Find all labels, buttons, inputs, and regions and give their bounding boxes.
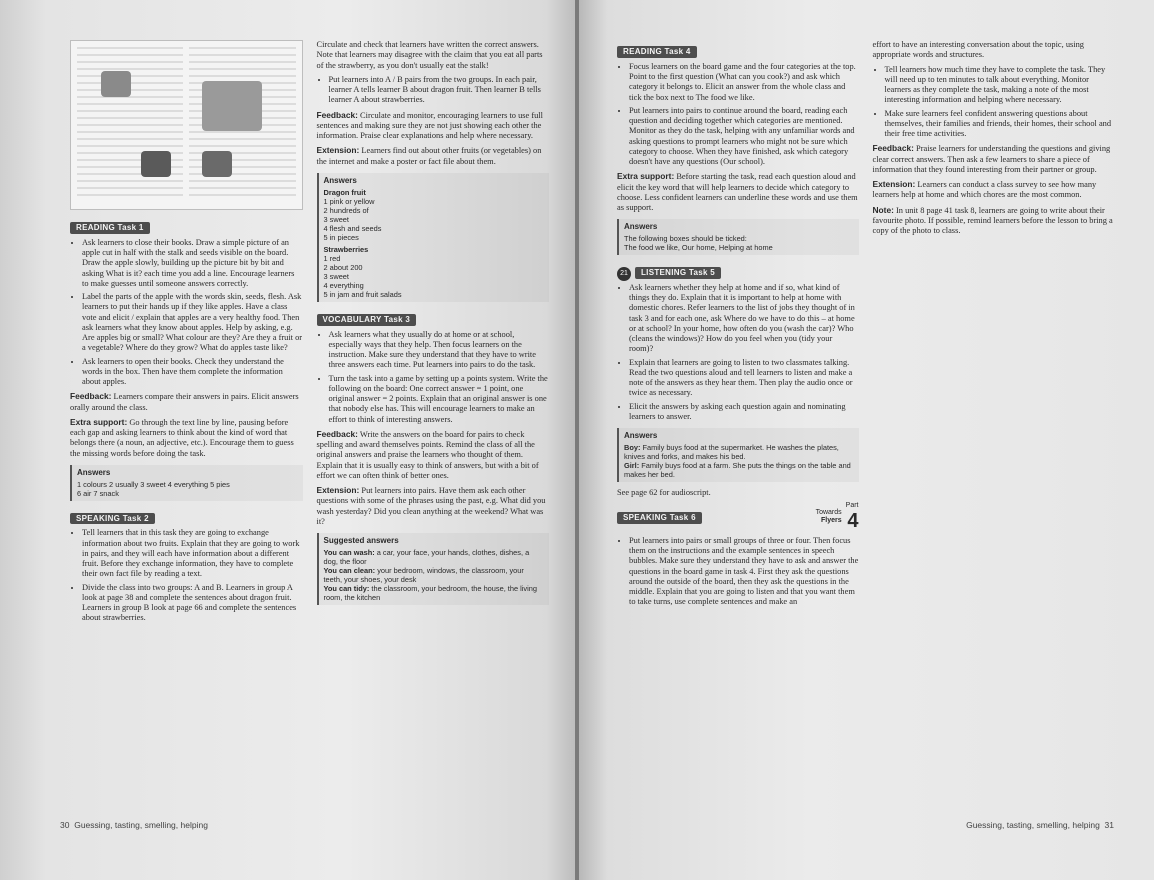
answers-title: Answers (77, 467, 111, 477)
answers-box-task-5 (617, 428, 859, 482)
feedback-paragraph (317, 110, 550, 142)
answer-item: 4 everything (323, 280, 364, 290)
tidy-label: You can tidy: (323, 584, 370, 593)
feedback-paragraph (70, 391, 303, 413)
reading-task-1-tag: READING Task 1 (70, 222, 150, 234)
vocabulary-task-3-tag: VOCABULARY Task 3 (317, 314, 417, 326)
list-item: • Put learners into A / B pairs from the two groups. In each pair, learner A tells learner B about dragon fruit. Then learner B tells learner A about strawberries. (329, 75, 550, 106)
feedback-paragraph (317, 429, 550, 481)
list-item: • Ask learners to close their books. Draw a simple picture of an apple cut in half with the stalk and seeds visible on the board. Draw the apple slowly, building up the picture bit by bit and asking What is it? each time you add a line. Encourage learners to make guesses until someone answers correctly. (82, 238, 303, 289)
extension-text: Learners can conduct a class survey to see how many learners help at home and which chores are the most common. (872, 180, 1097, 200)
flyers-text: Flyers (821, 517, 842, 525)
right-page (579, 0, 1154, 880)
answer-item: 3 sweet (323, 214, 349, 224)
list-item: • Put learners into pairs or small groups of three or four. Then focus them on the instructions and the example sentences in speech bubbles. Make sure they understand they have to ask and answer the questions in the board game in task 4. First they ask the questions around the outside of the board, then they ask the questions in the middle. Explain that you are going to listen and that you want them to take turns, use complete sentences and make an (629, 536, 859, 608)
answers-line: 1 colours 2 usually 3 sweet 4 everything 5 pies (77, 479, 230, 489)
feedback-label: Feedback: (316, 428, 358, 439)
page-number: 30 (60, 820, 70, 830)
vocabulary-task-3-list (317, 330, 550, 425)
list-item: • Ask learners what they usually do at home or at school, especially ways that they help. Then focus learners on the instruction. Make sure they understand that they have to write three answers each time. Put learners into pairs to do the task. (329, 330, 550, 371)
footer-title: Guessing, tasting, smelling, helping (74, 820, 208, 830)
extension-label: Extension: (316, 485, 360, 496)
boy-label: Boy: (624, 442, 641, 452)
strawberries-heading: Strawberries (323, 244, 369, 254)
extension-label: Extension: (316, 145, 360, 156)
feedback-label: Feedback: (70, 391, 112, 402)
tidy-text: the classroom, your bedroom, the house, the living room, the kitchen (323, 584, 537, 603)
girl-text: Family buys food at a farm. She puts the things on the table and makes her bed. (624, 460, 851, 479)
clean-label: You can clean: (323, 565, 376, 575)
extra-support-paragraph (70, 417, 303, 459)
note-text: In unit 8 page 41 task 8, learners are going to write about their favourite photo. If possible, remind learners before the lesson to bring a copy of the photo to class. (872, 205, 1113, 235)
part-word: Part (845, 502, 859, 510)
pairs-list (317, 75, 550, 106)
answer-item (324, 584, 545, 602)
suggested-answers-box (317, 533, 550, 605)
speaking-task-2-tag: SPEAKING Task 2 (70, 513, 155, 525)
reading-task-4-list (617, 62, 859, 168)
list-item: • Put learners into pairs to continue around the board, reading each question and deciding together which categories are mentioned. Monitor as they do the task, helping with any unfamiliar words and asking questions to prompt learners who might not be sure which category to choose. When they have finished, ask which category doesn't have any questions (Our school). (629, 106, 859, 168)
answer-item: 2 hundreds of (323, 205, 369, 215)
answer-item: 1 pink or yellow (323, 196, 375, 206)
extra-support-text: Before starting the task, read each question aloud and elicit the key word that will help learners to decide which category to choose. Less confident learners can underline these words and use them as support. (617, 172, 858, 212)
speaking-task-6-tag: SPEAKING Task 6 (617, 512, 702, 524)
answers-title: Answers (624, 222, 658, 232)
left-column-2 (317, 40, 550, 628)
girl-label: Girl: (624, 460, 640, 470)
student-book-thumbnail (70, 40, 303, 210)
answers-box-task-2 (317, 173, 550, 302)
list-item: • Ask learners to open their books. Check they understand the words in the box. Then have them complete the information about apples. (82, 357, 303, 388)
left-page-footer (60, 820, 208, 830)
listening-task-5-tag: LISTENING Task 5 (635, 267, 721, 279)
answers-line: 6 air 7 snack (77, 488, 119, 498)
answer-item (624, 443, 854, 461)
answer-item: 3 sweet (323, 271, 349, 281)
task-6-continued-list (873, 65, 1115, 140)
extension-paragraph (317, 145, 550, 167)
list-item: • Label the parts of the apple with the words skin, seeds, flesh. Ask learners to put their hands up if they like apples. Have a class vote and elicit / explain that apples are a very healthy food. Then ask learners what they know about apples. Help by asking, e.g. Are apples big or small? What colour are they? Are they a fruit or a vegetable? Where do they grow? What do apples taste like? (82, 292, 303, 354)
feedback-text: Learners compare their answers in pairs. Elicit answers orally around the class. (70, 392, 299, 412)
answer-item: 2 about 200 (323, 262, 363, 272)
audio-track-icon: 21 (617, 267, 631, 281)
list-item: • Make sure learners feel confident answering questions about themselves, their families and friends, their homes, their school and their free time activities. (885, 109, 1115, 140)
extra-support-label: Extra support: (70, 416, 128, 427)
page-number: 31 (1104, 820, 1114, 830)
speaking-task-6-list (617, 536, 859, 608)
speaking-task-2-list (70, 528, 303, 623)
footer-title: Guessing, tasting, smelling, helping (966, 820, 1100, 830)
boy-text: Family buys food at the supermarket. He washes the plates, knives and forks, and makes his bed. (624, 442, 839, 461)
answer-item: 1 red (323, 253, 341, 263)
listening-task-5-header (617, 261, 859, 283)
wash-label: You can wash: (323, 547, 375, 557)
extension-label: Extension: (872, 179, 916, 189)
list-item: • Explain that learners are going to listen to two classmates talking. Read the two questions aloud and tell learners to listen and make a note of the answers as they hear them. Then play the audio once or twice as necessary. (629, 358, 859, 399)
speaking-task-6-header (617, 502, 859, 532)
extension-text: Put learners into pairs. Have them ask each other questions with some of the phrases using the past, e.g. What did you wash yesterday? Did you clean anything at the weekend? What was it? (316, 486, 546, 526)
answers-line: The food we like, Our home, Helping at home (624, 243, 773, 253)
answer-item (324, 566, 545, 584)
intro-paragraph: Circulate and check that learners have written the correct answers. Note that learners may disagree with the claim that you eat all parts of the strawberry, as you don't usually eat the stalk! (316, 40, 543, 70)
towards-text: Towards (815, 509, 842, 517)
intro-paragraph: effort to have an interesting conversation about the topic, using appropriate words and structures. (872, 40, 1084, 60)
answers-title: Answers (323, 175, 357, 185)
extension-paragraph (873, 179, 1115, 201)
feedback-paragraph (873, 143, 1115, 175)
answer-item: 5 in jam and fruit salads (323, 289, 402, 299)
feedback-text: Circulate and monitor, encouraging learners to use full sentences and making sure they are not just showing each other the information. Praise clear explanations and help where necessary. (316, 110, 543, 140)
part-label (846, 502, 859, 532)
list-item: • Elicit the answers by asking each question again and nominating learners to answer. (629, 402, 859, 423)
list-item: • Divide the class into two groups: A and B. Learners in group A look at page 38 and complete the sentences about dragon fruit. Learners in group B look at page 66 and complete the sentences about strawberries. (82, 583, 303, 624)
left-column-1 (70, 40, 303, 628)
list-item: • Tell learners that in this task they are going to exchange information about two fruits. Explain that they are going to work in pairs, and they will each have information about a different fruit. Before they exchange information, they have to complete their own fact file by reading a text. (82, 528, 303, 579)
extra-support-paragraph (617, 171, 859, 213)
left-page (0, 0, 575, 880)
answers-line: The following boxes should be ticked: (624, 234, 747, 243)
answer-item (624, 461, 854, 479)
list-item: • Ask learners whether they help at home and if so, what kind of things they do. Explain that it is important to help at home with domestic chores. Refer learners to the list of jobs they thought of in task 3 and for each one, ask Where do we have to do this – at home or at school? In your home, how often do you (wash the car)? Who (cleans the windows)? How do you feel when you (tidy your room)? (629, 283, 859, 355)
feedback-text: Praise learners for understanding the questions and giving clear correct answers. Then ask a few learners to share a piece of information that they found interesting from their partner or group. (872, 144, 1111, 174)
audioscript-note: See page 62 for audioscript. (617, 487, 711, 497)
clean-text: your bedroom, windows, the classroom, your teeth, your shoes, your desk (323, 565, 524, 584)
answer-item: 5 in pieces (323, 232, 359, 242)
towards-flyers-label (816, 509, 842, 524)
extra-support-text: Go through the text line by line, pausing before each gap and asking learners to think about the kind of word that belongs there (a noun, an adjective, etc.). Encourage them to guess the missing words before doing the task. (70, 417, 294, 458)
answers-title: Answers (624, 431, 658, 441)
answers-box-task-1 (70, 465, 303, 501)
answers-box-task-4 (617, 219, 859, 255)
note-paragraph (873, 205, 1115, 237)
note-label: Note: (872, 204, 894, 215)
feedback-label: Feedback: (872, 143, 914, 154)
list-item: • Turn the task into a game by setting up a points system. Write the following on the board: One correct answer = 1 point, one original answer = 2 points. Explain that an original answer is one that nobody else has. This will encourage learners to make an effort to think of interesting answers. (329, 374, 550, 425)
right-column-2 (873, 40, 1115, 612)
answer-item: 4 flesh and seeds (323, 223, 382, 233)
reading-task-4-tag: READING Task 4 (617, 46, 697, 58)
dragon-fruit-heading: Dragon fruit (323, 187, 366, 197)
extension-text: Learners find out about other fruits (or vegetables) on the internet and make a poster or fact file about them. (316, 146, 542, 166)
feedback-text: Write the answers on the board for pairs to check spelling and award themselves points. Remind the class of all the original answers and praise the learners who thought of them. Explain that it is usually easy to think of answers, but with a bit of effort we can often think of better ones. (316, 429, 539, 480)
right-page-footer (966, 820, 1114, 830)
answer-item (324, 548, 545, 566)
list-item: • Focus learners on the board game and the four categories at the top. Point to the first question (What can you cook?) and ask which category it belongs to. Elicit an answer from the whole class and tick the box next to The food we like. (629, 62, 859, 103)
list-item: • Tell learners how much time they have to complete the task. They will need up to ten minutes to talk about everything. Monitor learners as they complete the task, making a note of the most interesting information and helping where necessary. (885, 65, 1115, 106)
right-column-1 (617, 40, 859, 612)
listening-task-5-list (617, 283, 859, 422)
extension-paragraph (317, 485, 550, 527)
reading-task-1-list (70, 238, 303, 388)
suggested-answers-title: Suggested answers (323, 536, 399, 546)
extra-support-label: Extra support: (617, 171, 675, 182)
feedback-label: Feedback: (316, 109, 358, 120)
wash-text: a car, your face, your hands, clothes, dishes, a dog, the floor (323, 547, 530, 566)
part-number: 4 (847, 509, 859, 532)
